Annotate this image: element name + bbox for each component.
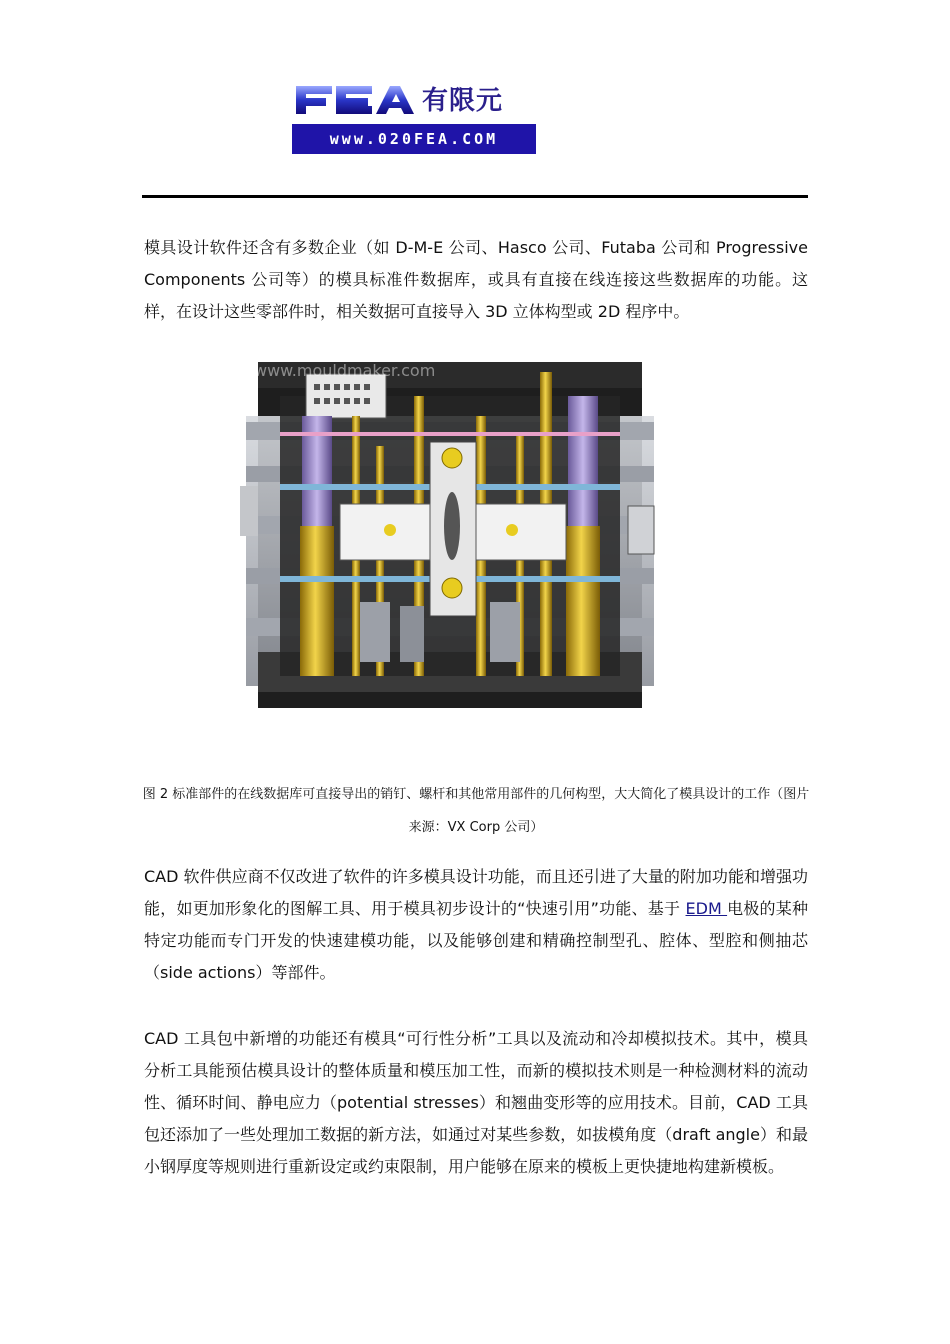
paragraph-2 — [144, 861, 808, 989]
paragraph-3: CAD 工具包中新增的功能还有模具“可行性分析”工具以及流动和冷却模拟技术。其中，模具分析工具能预估模具设计的整体质量和模压加工性，而新的模拟技术则是一种检测材料的流动性、循环时间、静电应力（potential stresses）和翘曲变形等的应用技术。目前，CAD 工具包还添加了一些处理加工数据的新方法，如通过对某些参数，如拔模角度（draft angle）和最小钢厚度等规则进行重新设定或约束限制，用户能够在原来的模板上更快捷地构建新模板。 — [144, 1029, 808, 1176]
paragraph-1: 模具设计软件还含有多数企业（如 D-M-E 公司、Hasco 公司、Futaba 公司和 Progressive Components 公司等）的模具标准件数据库，或具有直接在线连接这些数据库的功能。这样，在设计这些零部件时，相关数据可直接导入 3D 立体构型或 2D 程序中。 — [144, 238, 808, 321]
paragraph-2-text-b: 电极的某种特定功能而专门开发的快速建模功能，以及能够创建和精确控制型孔、腔体、型腔和侧抽芯（side actions）等部件。 — [144, 899, 808, 982]
figure-caption: 图 2 标准部件的在线数据库可直接导出的销钉、螺杆和其他常用部件的几何构型，大大简化了模具设计的工作（图片来源：VX Corp 公司） — [142, 787, 810, 835]
site-logo[interactable] — [292, 76, 538, 154]
logo-chinese-text: 有限元 — [422, 86, 504, 116]
header-rule — [142, 195, 808, 198]
mold-assembly-figure — [240, 356, 660, 716]
logo-url-bar: www.020FEA.COM — [292, 124, 536, 154]
edm-link[interactable]: EDM — [685, 899, 728, 918]
paragraph-2-text-a: CAD 软件供应商不仅改进了软件的许多模具设计功能，而且还引进了大量的附加功能和增强功能，如更加形象化的图解工具、用于模具初步设计的“快速引用”功能、基于 — [144, 867, 808, 918]
figure-watermark: www.mouldmaker.com — [254, 361, 436, 380]
